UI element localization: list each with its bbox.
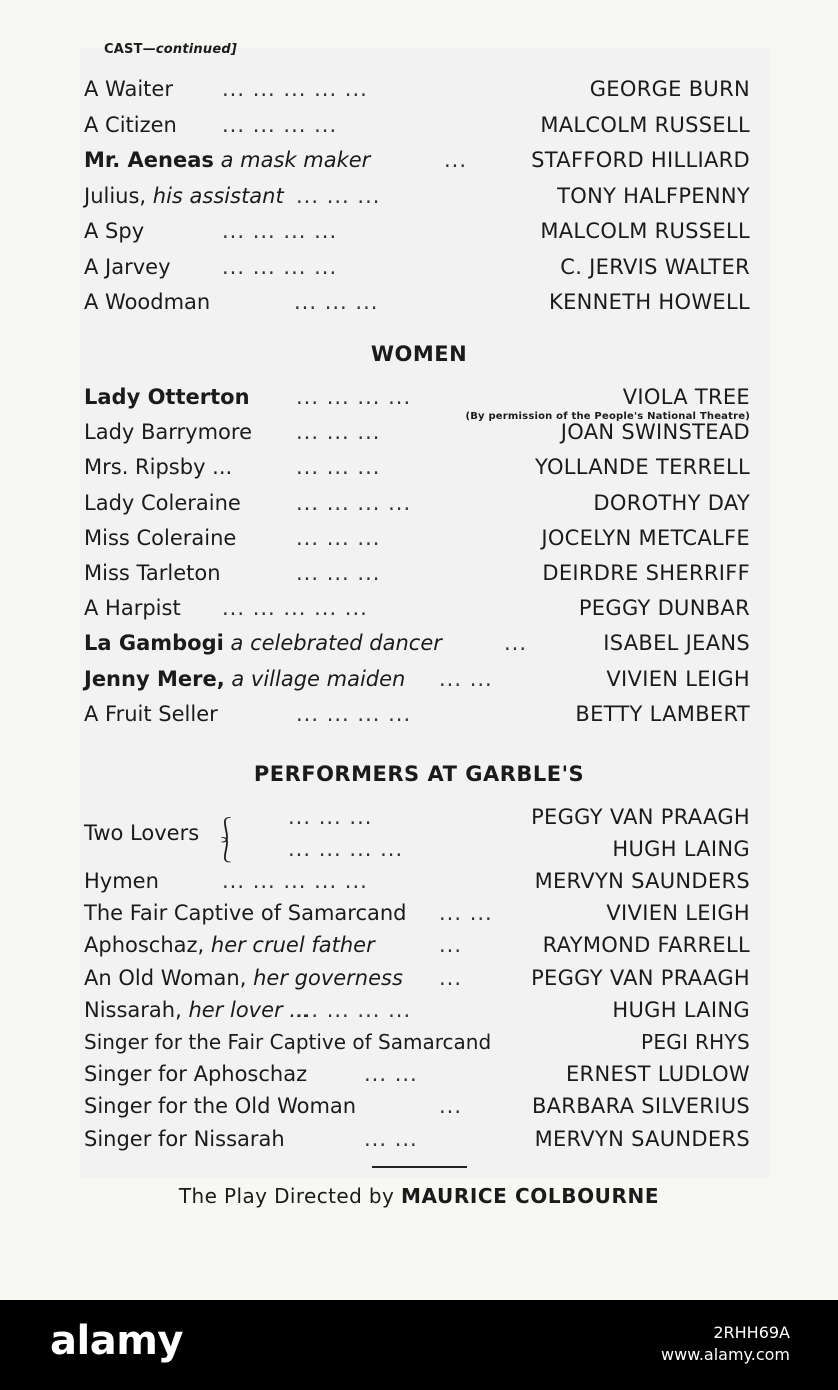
cast-role	[84, 72, 173, 106]
cast-row	[84, 864, 750, 898]
leader-dots: ... ... ... ...	[288, 837, 404, 861]
cast-actor: DEIRDRE SHERRIFF	[542, 561, 750, 585]
cast-role	[84, 556, 221, 590]
cast-row	[84, 250, 750, 284]
cast-role	[84, 1089, 356, 1123]
leader-dots: ...	[439, 933, 463, 958]
cast-row	[84, 1057, 750, 1091]
cast-role	[84, 285, 210, 319]
role-description: her cruel father	[204, 933, 375, 958]
director-prefix: The Play Directed by	[178, 1184, 395, 1208]
role-name: Lady Barrymore	[84, 420, 252, 445]
role-name-bold: La Gambogi	[84, 631, 224, 656]
cast-role	[84, 1122, 285, 1156]
role-description: his assistant	[146, 183, 284, 208]
role-name: Nissarah,	[84, 997, 182, 1022]
cast-actor: ERNEST LUDLOW	[565, 1062, 750, 1087]
performers-heading: PERFORMERS AT GARBLE'S	[253, 762, 585, 786]
cast-row	[84, 285, 750, 319]
leader-dots: ...	[439, 965, 463, 990]
cast-actor: VIVIEN LEIGH	[606, 901, 750, 926]
cast-actor: YOLLANDE TERRELL	[534, 455, 750, 480]
cast-role	[84, 1025, 491, 1059]
cast-role: Two Lovers	[84, 821, 200, 845]
cast-row	[84, 928, 750, 962]
role-name: Singer for the Fair Captive of Samarcand	[84, 1030, 492, 1054]
cast-role	[84, 662, 405, 696]
role-name: Hymen	[84, 869, 159, 893]
cast-actor: JOCELYN METCALFE	[541, 525, 750, 550]
stock-image-id: 2RHH69A	[713, 1323, 790, 1342]
cast-row	[84, 1025, 750, 1059]
role-name: Miss Tarleton	[84, 561, 221, 585]
cast-actor: PEGGY VAN PRAAGH	[531, 805, 750, 829]
cast-actor: PEGGY VAN PRAAGH	[531, 965, 750, 990]
leader-dots: ... ... ... ...	[296, 997, 412, 1022]
cast-actor: MERVYN SAUNDERS	[534, 869, 750, 893]
leader-dots: ... ...	[439, 901, 493, 926]
cast-row	[84, 143, 750, 177]
cast-actor: BARBARA SILVERIUS	[531, 1094, 750, 1119]
leader-dots: ... ... ... ... ...	[222, 77, 368, 101]
role-name-bold: Lady Otterton	[84, 385, 250, 409]
role-name: Lady Coleraine	[84, 490, 241, 515]
cast-role	[84, 697, 218, 731]
role-name: Singer for the Old Woman	[84, 1094, 357, 1119]
cast-actor: MALCOLM RUSSELL	[540, 112, 750, 137]
header-prefix: CAST—	[104, 42, 156, 57]
cast-actor: HUGH LAING	[612, 837, 750, 861]
cast-actor: VIOLA TREE	[622, 385, 750, 409]
leader-dots: ... ... ... ...	[296, 385, 412, 409]
cast-row	[84, 662, 750, 696]
header-suffix: continued]	[155, 42, 237, 57]
role-name-bold: Mr. Aeneas	[84, 148, 214, 172]
role-name: A Citizen	[84, 112, 177, 137]
cast-role	[84, 928, 375, 962]
leader-dots: ... ... ...	[288, 805, 373, 829]
cast-role	[84, 250, 171, 284]
brace-icon: ⎰ ⎱	[214, 816, 238, 864]
cast-role	[84, 380, 250, 414]
cast-role	[84, 961, 403, 995]
role-name: A Woodman	[84, 290, 211, 314]
cast-continued-header	[104, 42, 237, 57]
cast-actor: DOROTHY DAY	[593, 490, 750, 515]
cast-actor: STAFFORD HILLIARD	[531, 148, 750, 172]
leader-dots: ... ... ... ...	[222, 112, 338, 137]
permission-note: (By permission of the People's National Theatre)	[465, 411, 750, 422]
leader-dots: ... ...	[364, 1062, 418, 1087]
cast-role	[84, 450, 232, 484]
cast-role	[84, 626, 442, 660]
cast-role	[84, 143, 370, 177]
role-description: a village maiden	[224, 666, 406, 691]
cast-row	[84, 556, 750, 590]
role-name: An Old Woman,	[84, 965, 247, 990]
leader-dots: ...	[439, 1094, 463, 1119]
role-name: The Fair Captive of Samarcand	[84, 901, 407, 926]
cast-role	[84, 993, 309, 1027]
leader-dots: ... ... ...	[296, 455, 381, 480]
cast-row	[84, 896, 750, 930]
cast-row	[84, 993, 750, 1027]
role-description: a mask maker	[213, 148, 371, 172]
cast-row	[84, 626, 750, 660]
cast-role	[84, 521, 236, 555]
leader-dots: ... ... ... ... ...	[222, 869, 368, 893]
leader-dots: ... ... ...	[296, 420, 381, 445]
leader-dots: ... ... ... ...	[296, 490, 412, 515]
leader-dots: ... ... ...	[296, 183, 381, 208]
divider-rule	[372, 1166, 467, 1168]
leader-dots: ... ... ... ...	[222, 254, 338, 279]
cast-row	[84, 108, 750, 142]
leader-dots: ... ...	[364, 1126, 418, 1151]
cast-row	[84, 380, 750, 414]
role-name: Miss Coleraine	[84, 525, 237, 550]
role-description: her lover ...	[181, 997, 310, 1022]
cast-actor: GEORGE BURN	[589, 77, 750, 101]
leader-dots: ... ... ...	[294, 290, 379, 314]
cast-role	[84, 896, 407, 930]
role-name: Julius,	[84, 183, 147, 208]
cast-row	[84, 1089, 750, 1123]
role-name: A Harpist	[84, 596, 181, 621]
role-name-bold: Jenny Mere,	[84, 666, 225, 691]
cast-role	[84, 214, 144, 248]
cast-actor: PEGGY DUNBAR	[578, 596, 750, 621]
cast-role	[84, 486, 241, 520]
cast-role	[84, 415, 252, 449]
cast-actor: BETTY LAMBERT	[575, 701, 750, 726]
cast-row	[84, 72, 750, 106]
women-heading: WOMEN	[370, 342, 468, 366]
cast-actor: VIVIEN LEIGH	[606, 666, 750, 691]
role-name: A Fruit Seller	[84, 701, 218, 726]
cast-actor: MERVYN SAUNDERS	[534, 1126, 750, 1151]
role-name: A Spy	[84, 219, 145, 243]
cast-row	[84, 214, 750, 248]
cast-actor: C. JERVIS WALTER	[560, 254, 750, 279]
leader-dots: ...	[444, 148, 468, 172]
cast-actor: JOAN SWINSTEAD	[560, 420, 750, 445]
leader-dots: ... ...	[439, 666, 493, 691]
role-description: her governess	[246, 965, 403, 990]
leader-dots: ... ... ... ...	[296, 701, 412, 726]
leader-dots: ... ... ... ...	[222, 219, 338, 243]
role-name: A Waiter	[84, 77, 173, 101]
cast-row	[84, 450, 750, 484]
cast-actor: HUGH LAING	[612, 997, 750, 1022]
leader-dots: ...	[504, 631, 528, 656]
cast-actor: PEGI RHYS	[641, 1030, 750, 1054]
role-name: A Jarvey	[84, 254, 171, 279]
director-credit	[0, 1184, 838, 1208]
leader-dots: ... ... ... ... ...	[222, 596, 368, 621]
role-description: a celebrated dancer	[223, 631, 442, 656]
cast-row	[84, 486, 750, 520]
cast-role	[84, 179, 284, 213]
role-name: Mrs. Ripsby ...	[84, 455, 233, 480]
cast-actor: RAYMOND FARRELL	[542, 933, 750, 958]
cast-row	[84, 179, 750, 213]
cast-row	[84, 591, 750, 625]
cast-role	[84, 1057, 307, 1091]
stock-logo: alamy	[50, 1318, 183, 1364]
cast-row	[84, 1122, 750, 1156]
cast-actor: ISABEL JEANS	[603, 631, 750, 656]
stock-site: www.alamy.com	[661, 1345, 790, 1364]
role-name: Singer for Nissarah	[84, 1126, 285, 1151]
cast-actor: MALCOLM RUSSELL	[540, 219, 750, 243]
cast-role	[84, 108, 177, 142]
role-name: Aphoschaz,	[84, 933, 205, 958]
two-lovers-line-2	[84, 832, 750, 866]
cast-actor: TONY HALFPENNY	[557, 183, 750, 208]
cast-actor: KENNETH HOWELL	[549, 290, 750, 314]
two-lovers-line-1	[84, 800, 750, 834]
stock-id-block	[661, 1322, 790, 1366]
stock-footer	[0, 1300, 838, 1390]
cast-row	[84, 697, 750, 731]
cast-row	[84, 961, 750, 995]
role-name: Singer for Aphoschaz	[84, 1062, 308, 1087]
cast-row	[84, 521, 750, 555]
leader-dots: ... ... ...	[296, 525, 381, 550]
cast-role	[84, 591, 181, 625]
director-name: MAURICE COLBOURNE	[401, 1184, 660, 1208]
leader-dots: ... ... ...	[296, 561, 381, 585]
cast-role	[84, 864, 159, 898]
